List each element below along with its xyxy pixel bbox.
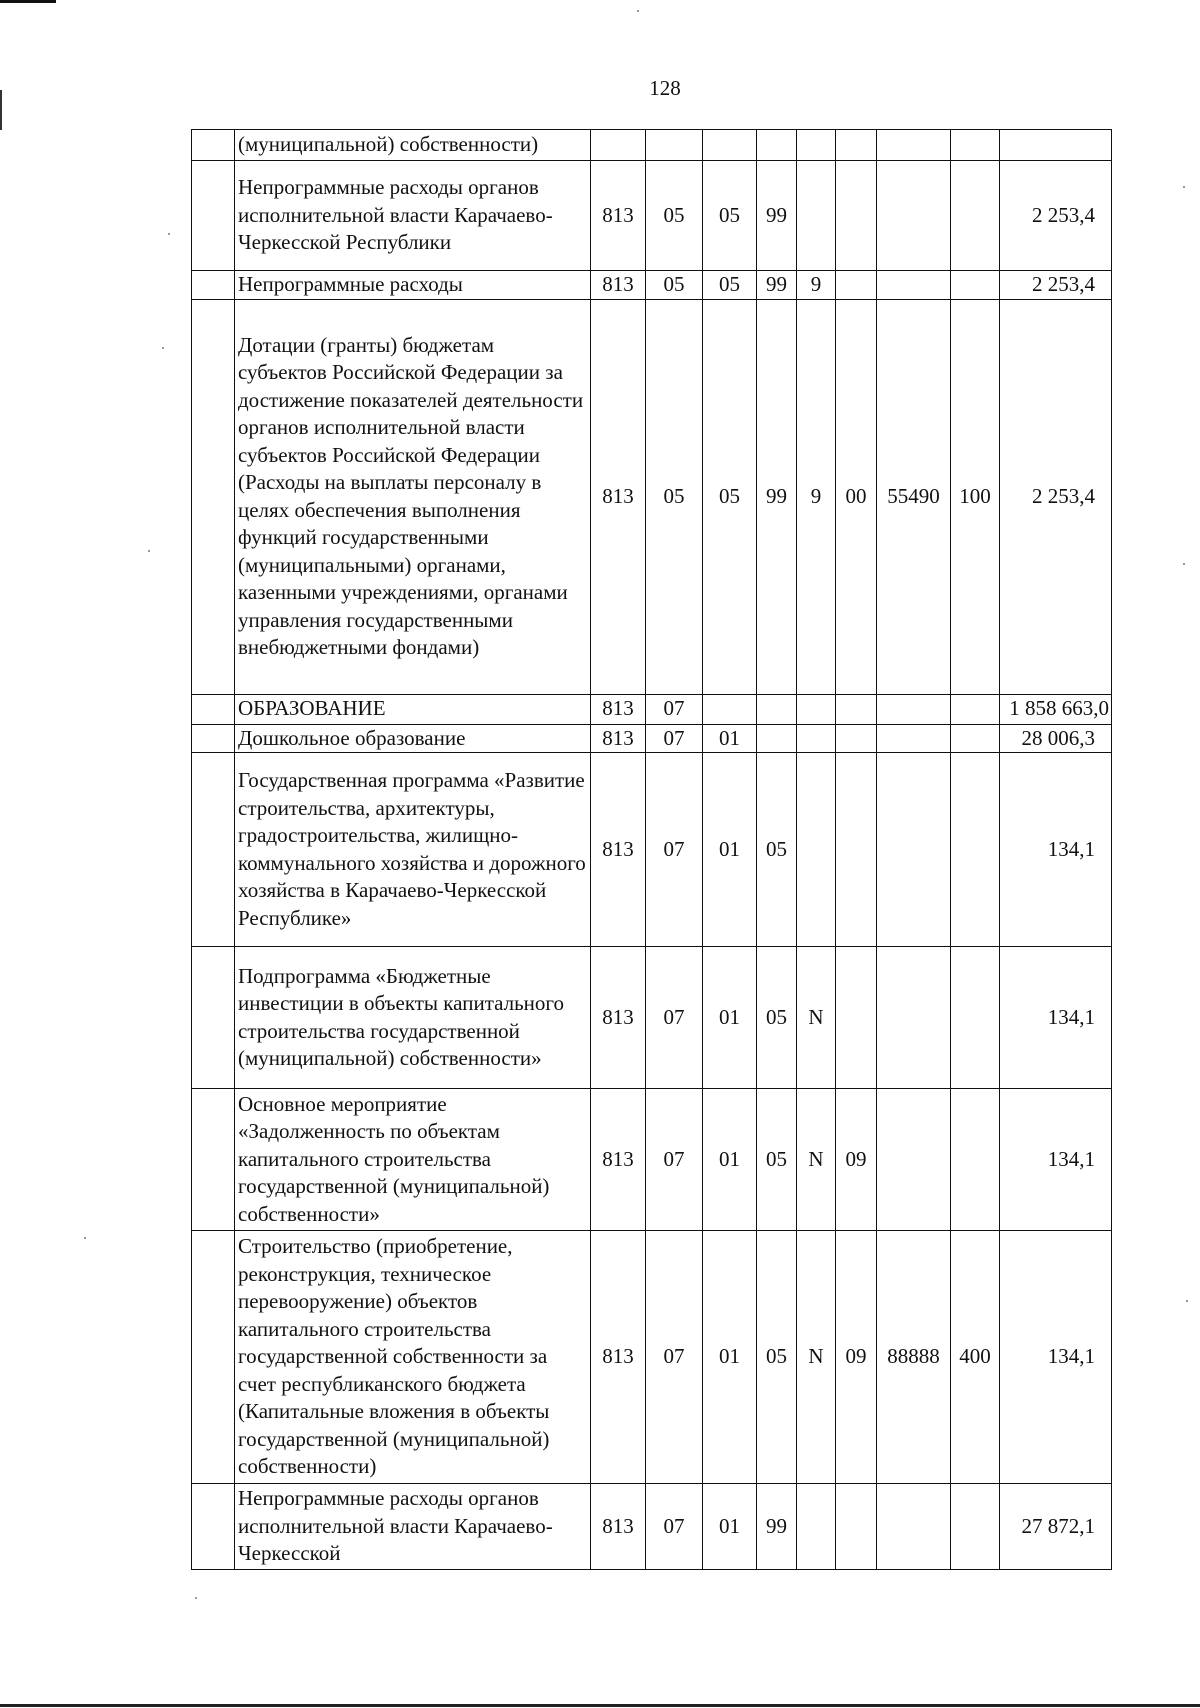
scan-speckle — [1183, 186, 1185, 188]
row-number-cell — [192, 299, 235, 694]
target-article-direction-cell — [877, 724, 951, 753]
table-row — [192, 1089, 1112, 1231]
subsection-code-cell: 05 — [703, 161, 757, 271]
expense-name-cell: Непрограммные расходы органов исполнительной власти Карачаево-Черкесской — [235, 1484, 591, 1570]
target-article-event-cell — [836, 753, 877, 947]
section-code-cell: 05 — [646, 271, 703, 300]
target-article-subprogram-cell — [797, 694, 836, 724]
section-code-cell: 07 — [646, 1089, 703, 1231]
amount-cell: 134,1 — [1000, 1231, 1112, 1484]
ministry-code-cell: 813 — [591, 694, 646, 724]
amount-cell: 2 253,4 — [1000, 299, 1112, 694]
target-article-direction-cell — [877, 947, 951, 1089]
target-article-program-cell: 05 — [757, 1089, 797, 1231]
expense-type-code-cell — [951, 753, 1000, 947]
ministry-code-cell — [591, 130, 646, 161]
row-number-cell — [192, 271, 235, 300]
target-article-event-cell — [836, 724, 877, 753]
table-row — [192, 130, 1112, 161]
subsection-code-cell: 05 — [703, 299, 757, 694]
target-article-direction-cell: 55490 — [877, 299, 951, 694]
subsection-code-cell: 01 — [703, 724, 757, 753]
table-row — [192, 694, 1112, 724]
budget-table-body — [192, 130, 1112, 1570]
target-article-event-cell: 09 — [836, 1089, 877, 1231]
amount-cell: 2 253,4 — [1000, 271, 1112, 300]
expense-name-cell: Строительство (приобретение, реконструкция, техническое перевооружение) объектов капитального строительства государственной собственности за счет республиканского бюджета (Капитальные вложения в объекты государственной (муниципальной) собственности) — [235, 1231, 591, 1484]
target-article-program-cell: 99 — [757, 1484, 797, 1570]
scan-speckle — [1186, 1300, 1188, 1302]
amount-cell: 134,1 — [1000, 1089, 1112, 1231]
row-number-cell — [192, 753, 235, 947]
section-code-cell: 07 — [646, 724, 703, 753]
scan-speckle — [84, 1237, 86, 1239]
expense-type-code-cell — [951, 1484, 1000, 1570]
amount-cell: 28 006,3 — [1000, 724, 1112, 753]
expense-name-cell: Государственная программа «Развитие строительства, архитектуры, градостроительства, жилищно-коммунального хозяйства и дорожного хозяйства в Карачаево-Черкесской Республике» — [235, 753, 591, 947]
page-number: 128 — [649, 76, 681, 100]
subsection-code-cell — [703, 130, 757, 161]
expense-type-code-cell: 400 — [951, 1231, 1000, 1484]
ministry-code-cell: 813 — [591, 1484, 646, 1570]
scan-edge-mark-bottom — [0, 1704, 1200, 1707]
scan-speckle — [195, 1597, 197, 1599]
target-article-direction-cell — [877, 694, 951, 724]
subsection-code-cell: 01 — [703, 1089, 757, 1231]
ministry-code-cell: 813 — [591, 1231, 646, 1484]
expense-name-cell: Основное мероприятие «Задолженность по объектам капитального строительства государственной (муниципальной) собственности» — [235, 1089, 591, 1231]
target-article-direction-cell — [877, 1484, 951, 1570]
target-article-event-cell — [836, 694, 877, 724]
expense-name-cell: Непрограммные расходы — [235, 271, 591, 300]
target-article-event-cell — [836, 947, 877, 1089]
target-article-subprogram-cell — [797, 130, 836, 161]
section-code-cell: 07 — [646, 694, 703, 724]
section-code-cell: 07 — [646, 1231, 703, 1484]
expense-name-cell: Дошкольное образование — [235, 724, 591, 753]
table-row — [192, 947, 1112, 1089]
target-article-program-cell: 05 — [757, 1231, 797, 1484]
section-code-cell: 07 — [646, 947, 703, 1089]
expense-name-cell: (муниципальной) собственности) — [235, 130, 591, 161]
target-article-event-cell: 00 — [836, 299, 877, 694]
scan-speckle — [637, 10, 639, 12]
expense-type-code-cell — [951, 130, 1000, 161]
target-article-subprogram-cell — [797, 724, 836, 753]
target-article-direction-cell — [877, 1089, 951, 1231]
target-article-direction-cell — [877, 130, 951, 161]
target-article-program-cell: 99 — [757, 161, 797, 271]
target-article-event-cell — [836, 161, 877, 271]
table-row — [192, 299, 1112, 694]
budget-table — [191, 129, 1112, 1570]
target-article-program-cell: 99 — [757, 299, 797, 694]
amount-cell: 27 872,1 — [1000, 1484, 1112, 1570]
row-number-cell — [192, 161, 235, 271]
target-article-program-cell: 99 — [757, 271, 797, 300]
target-article-direction-cell — [877, 271, 951, 300]
table-row — [192, 1231, 1112, 1484]
expense-name-cell: Дотации (гранты) бюджетам субъектов Российской Федерации за достижение показателей деятельности органов исполнительной власти субъектов Российской Федерации (Расходы на выплаты персоналу в целях обеспечения выполнения функций государственными (муниципальными) органами, казенными учреждениями, органами управления государственными внебюджетными фондами) — [235, 299, 591, 694]
ministry-code-cell: 813 — [591, 161, 646, 271]
target-article-subprogram-cell — [797, 161, 836, 271]
section-code-cell: 07 — [646, 1484, 703, 1570]
row-number-cell — [192, 130, 235, 161]
row-number-cell — [192, 724, 235, 753]
target-article-event-cell — [836, 130, 877, 161]
target-article-program-cell: 05 — [757, 947, 797, 1089]
expense-name-cell: ОБРАЗОВАНИЕ — [235, 694, 591, 724]
scan-speckle — [162, 347, 164, 349]
target-article-subprogram-cell: 9 — [797, 271, 836, 300]
expense-type-code-cell: 100 — [951, 299, 1000, 694]
target-article-event-cell: 09 — [836, 1231, 877, 1484]
ministry-code-cell: 813 — [591, 271, 646, 300]
target-article-subprogram-cell — [797, 753, 836, 947]
row-number-cell — [192, 1484, 235, 1570]
target-article-program-cell — [757, 130, 797, 161]
target-article-subprogram-cell: N — [797, 1231, 836, 1484]
subsection-code-cell: 01 — [703, 947, 757, 1089]
target-article-event-cell — [836, 271, 877, 300]
amount-cell: 134,1 — [1000, 753, 1112, 947]
scan-edge-mark-top — [0, 0, 56, 3]
target-article-subprogram-cell: 9 — [797, 299, 836, 694]
target-article-program-cell — [757, 724, 797, 753]
amount-cell — [1000, 130, 1112, 161]
expense-type-code-cell — [951, 161, 1000, 271]
expense-name-cell: Непрограммные расходы органов исполнительной власти Карачаево-Черкесской Республики — [235, 161, 591, 271]
ministry-code-cell: 813 — [591, 753, 646, 947]
target-article-direction-cell — [877, 753, 951, 947]
expense-type-code-cell — [951, 694, 1000, 724]
expense-type-code-cell — [951, 947, 1000, 1089]
expense-type-code-cell — [951, 271, 1000, 300]
ministry-code-cell: 813 — [591, 299, 646, 694]
table-row — [192, 724, 1112, 753]
ministry-code-cell: 813 — [591, 1089, 646, 1231]
subsection-code-cell: 01 — [703, 1484, 757, 1570]
target-article-subprogram-cell: N — [797, 1089, 836, 1231]
expense-type-code-cell — [951, 724, 1000, 753]
target-article-program-cell — [757, 694, 797, 724]
table-row — [192, 271, 1112, 300]
row-number-cell — [192, 694, 235, 724]
subsection-code-cell: 01 — [703, 753, 757, 947]
target-article-direction-cell — [877, 161, 951, 271]
target-article-program-cell: 05 — [757, 753, 797, 947]
row-number-cell — [192, 947, 235, 1089]
amount-cell: 134,1 — [1000, 947, 1112, 1089]
table-row — [192, 753, 1112, 947]
expense-name-cell: Подпрограмма «Бюджетные инвестиции в объекты капитального строительства государственной (муниципальной) собственности» — [235, 947, 591, 1089]
section-code-cell — [646, 130, 703, 161]
subsection-code-cell: 05 — [703, 271, 757, 300]
target-article-subprogram-cell: N — [797, 947, 836, 1089]
subsection-code-cell — [703, 694, 757, 724]
scan-speckle — [168, 233, 170, 235]
row-number-cell — [192, 1231, 235, 1484]
ministry-code-cell: 813 — [591, 947, 646, 1089]
ministry-code-cell: 813 — [591, 724, 646, 753]
amount-cell: 1 858 663,0 — [1000, 694, 1112, 724]
scan-speckle — [148, 550, 150, 552]
scan-speckle — [1183, 563, 1185, 565]
table-row — [192, 1484, 1112, 1570]
target-article-subprogram-cell — [797, 1484, 836, 1570]
target-article-event-cell — [836, 1484, 877, 1570]
section-code-cell: 07 — [646, 753, 703, 947]
subsection-code-cell: 01 — [703, 1231, 757, 1484]
table-row — [192, 161, 1112, 271]
section-code-cell: 05 — [646, 161, 703, 271]
section-code-cell: 05 — [646, 299, 703, 694]
amount-cell: 2 253,4 — [1000, 161, 1112, 271]
target-article-direction-cell: 88888 — [877, 1231, 951, 1484]
row-number-cell — [192, 1089, 235, 1231]
expense-type-code-cell — [951, 1089, 1000, 1231]
